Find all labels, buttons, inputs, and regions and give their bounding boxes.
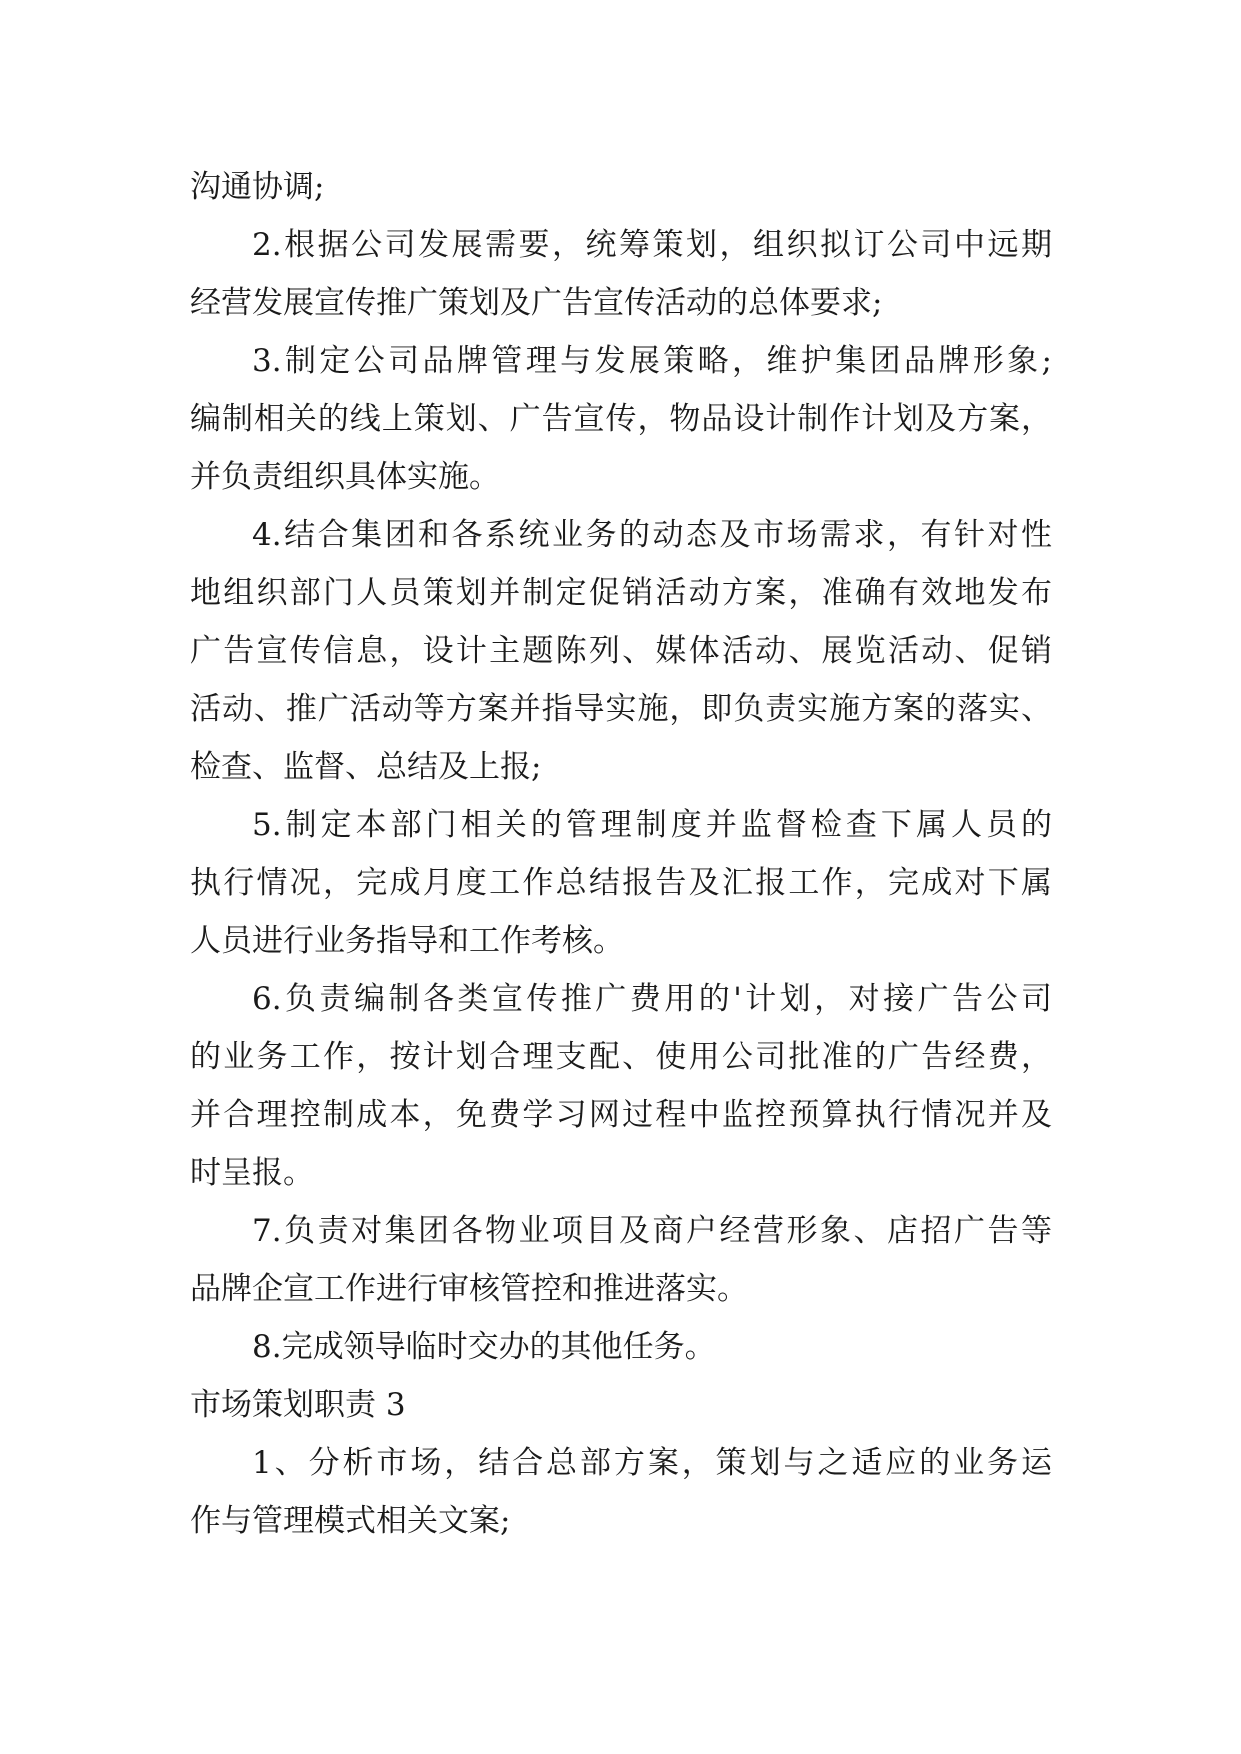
- text-line: 广告宣传信息，设计主题陈列、媒体活动、展览活动、促销: [190, 633, 1052, 669]
- text-line: 5.制定本部门相关的管理制度并监督检查下属人员的: [252, 807, 1052, 843]
- text-line: 4.结合集团和各系统业务的动态及市场需求，有针对性: [252, 517, 1052, 553]
- text-line: 执行情况，完成月度工作总结报告及汇报工作，完成对下属: [190, 865, 1052, 901]
- text-line: 地组织部门人员策划并制定促销活动方案，准确有效地发布: [190, 575, 1052, 611]
- text-line: 并负责组织具体实施。: [190, 459, 500, 495]
- text-line: 活动、推广活动等方案并指导实施，即负责实施方案的落实、: [190, 691, 1052, 727]
- text-line: 3.制定公司品牌管理与发展策略，维护集团品牌形象;: [252, 343, 1052, 379]
- text-line: 2.根据公司发展需要，统筹策划，组织拟订公司中远期: [252, 227, 1052, 263]
- text-line: 检查、监督、总结及上报;: [190, 749, 542, 785]
- text-line: 7.负责对集团各物业项目及商户经营形象、店招广告等: [252, 1213, 1052, 1249]
- text-line: 沟通协调;: [190, 169, 325, 205]
- text-line: 作与管理模式相关文案;: [190, 1503, 511, 1539]
- text-line: 品牌企宣工作进行审核管控和推进落实。: [190, 1271, 748, 1307]
- text-line: 并合理控制成本，免费学习网过程中监控预算执行情况并及: [190, 1097, 1052, 1133]
- section-heading: 市场策划职责 3: [190, 1387, 406, 1423]
- text-line: 的业务工作，按计划合理支配、使用公司批准的广告经费，: [190, 1039, 1052, 1075]
- text-line: 经营发展宣传推广策划及广告宣传活动的总体要求;: [190, 285, 883, 321]
- body-text: [190, 158, 1052, 1550]
- text-line: 编制相关的线上策划、广告宣传，物品设计制作计划及方案，: [190, 401, 1052, 437]
- text-line: 8.完成领导临时交办的其他任务。: [252, 1329, 716, 1365]
- text-line: 6.负责编制各类宣传推广费用的'计划，对接广告公司: [252, 981, 1052, 1017]
- text-line: 人员进行业务指导和工作考核。: [190, 923, 624, 959]
- text-line: 时呈报。: [190, 1155, 314, 1191]
- text-line: 1、分析市场，结合总部方案，策划与之适应的业务运: [252, 1445, 1052, 1481]
